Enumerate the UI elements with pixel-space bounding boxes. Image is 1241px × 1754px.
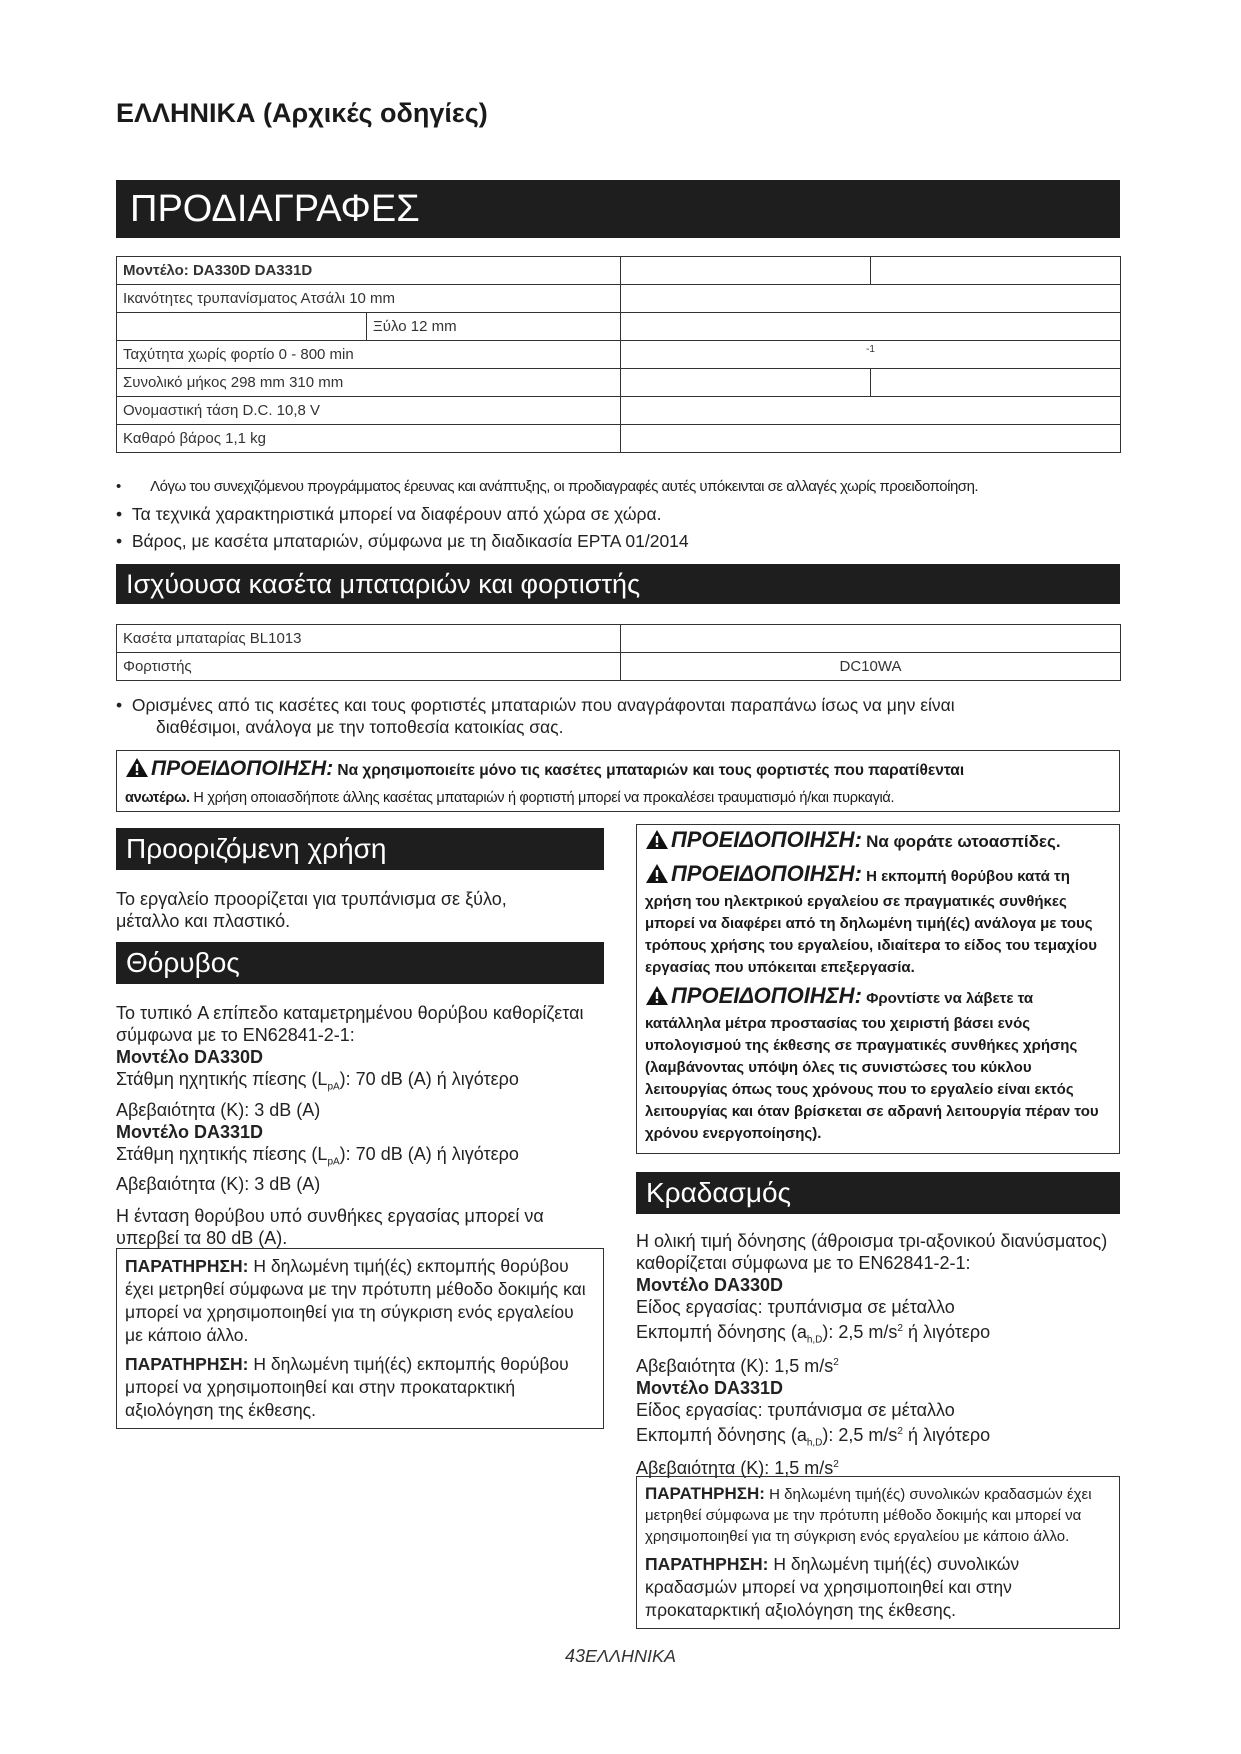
- spec-cell-empty: [871, 369, 1121, 397]
- list-item: • Ορισμένες από τις κασέτες και τους φορτιστές μπαταριών που αναγράφονται παραπάνω ίσως να μην είναι: [116, 695, 955, 715]
- table-row: [117, 425, 1121, 453]
- warning-operator-protection: ΠΡΟΕΙΔΟΠΟΙΗΣΗ: Φροντίστε να λάβετε τα κατάλληλα μέτρα προστασίας του χειριστή βάσει ενός υπολογισμού της έκθεσης σε πραγματικές συνθήκες χρήσης (λαμβάνοντας υπόψη όλες τις συνιστώσες του κύκλου λειτουργίας όπως τους χρόνους που το εργαλείο είναι εκτός λειτουργίας και όταν βρίσκεται σε αδρανή λειτουργία πέραν του χρόνου ενεργοποίησης).: [645, 983, 1099, 1142]
- vibration-notes-box: [636, 1476, 1120, 1629]
- noise-warnings-box: [636, 824, 1120, 1154]
- warning-ear-protection: ΠΡΟΕΙΔΟΠΟΙΗΣΗ: Να φοράτε ωτοασπίδες.: [645, 829, 1111, 857]
- spec-cell-empty: [621, 313, 1121, 341]
- intended-use-banner: Προοριζόμενη χρήση: [116, 828, 604, 870]
- noise-pressure-da330d: Στάθμη ηχητικής πίεσης $(L_{pA})$: 70 dB (A) ή λιγότερο: [116, 1069, 519, 1093]
- warning-triangle-icon: [125, 757, 149, 786]
- specs-notes-list: [116, 478, 1120, 558]
- noise-model-da331d: Μοντέλο DA331D: [116, 1121, 263, 1142]
- page-footer: 43ΕΛΛΗΝΙΚΑ: [564, 1646, 677, 1666]
- vibration-banner: Κραδασμός: [636, 1172, 1120, 1214]
- vibration-model-da330d: Μοντέλο DA330D: [636, 1275, 783, 1295]
- vibration-emission-da331d: Εκπομπή δόνησης $(a_{h,D})$: 2,5 $m/s^2$ ή λιγότερο: [636, 1424, 991, 1449]
- spec-weight-cell: Καθαρό βάρος 1,1 kg: [117, 425, 621, 453]
- charger-cell-label: Φορτιστής: [117, 653, 621, 681]
- spec-cell-empty: [621, 257, 871, 285]
- spec-speed-unit: -1: [621, 341, 1121, 369]
- warning-noise-emission: ΠΡΟΕΙΔΟΠΟΙΗΣΗ: Η εκπομπή θορύβου κατά τη χρήση του ηλεκτρικού εργαλείου σε πραγματικές συνθήκες μπορεί να διαφέρει από τη δηλωμένη τιμή(ές) ανάλογα με τους τρόπους χρήσης του εργαλείου, ιδιαίτερα το είδος του τεμαχίου εργασίας που υπόκειται επεξεργασία.: [645, 861, 1097, 976]
- warning-triangle-icon: [645, 829, 669, 857]
- noise-banner: Θόρυβος: [116, 942, 604, 984]
- spec-cell-empty: [621, 425, 1121, 453]
- spec-voltage-cell: Ονομαστική τάση D.C. 10,8 V: [117, 397, 621, 425]
- spec-cell-empty: [621, 369, 871, 397]
- table-row: [117, 653, 1121, 681]
- battery-table: [116, 624, 1121, 681]
- list-item: • Βάρος, με κασέτα μπαταριών, σύμφωνα με τη διαδικασία EPTA 01/2014: [116, 531, 689, 551]
- specs-banner: ΠΡΟΔΙΑΓΡΑΦΕΣ: [116, 180, 1120, 238]
- noise-note-2: ΠΑΡΑΤΗΡΗΣΗ: Η δηλωμένη τιμή(ές) εκπομπής θορύβου μπορεί να χρησιμοποιηθεί και στην προκαταρκτική αξιολόγηση της έκθεσης.: [125, 1354, 569, 1420]
- vibration-uncertainty-da331d: Αβεβαιότητα (K): 1,5 $m/s^2$: [636, 1458, 839, 1479]
- noise-pressure-da331d: Στάθμη ηχητικής πίεσης $(L_{pA})$: 70 dB (A) ή λιγότερο: [116, 1143, 519, 1168]
- vibration-mode-da331d: Είδος εργασίας: τρυπάνισμα σε μέταλλο: [636, 1399, 955, 1420]
- vibration-note-2: ΠΑΡΑΤΗΡΗΣΗ: Η δηλωμένη τιμή(ές) συνολικών κραδασμών μπορεί να χρησιμοποιηθεί και στην προκαταρκτική αξιολόγηση της έκθεσης.: [645, 1554, 1020, 1620]
- noise-model-da330d: Μοντέλο DA330D: [116, 1047, 263, 1067]
- battery-cell-value: [621, 625, 1121, 653]
- battery-warning-box: ΠΡΟΕΙΔΟΠΟΙΗΣΗ: Να χρησιμοποιείτε μόνο τις κασέτες μπαταριών και τους φορτιστές που παρατίθενται ανωτέρω. Η χρήση οποιασδήποτε άλλης κασέτας μπαταριών ή φορτιστή μπορεί να προκαλέσει τραυματισμό ή/και πυρκαγιά.: [116, 750, 1120, 812]
- table-row: [117, 313, 1121, 341]
- noise-uncertainty-da331d: Αβεβαιότητα (K): 3 dB (A): [116, 1174, 321, 1195]
- spec-cell-empty: [117, 313, 367, 341]
- warning-triangle-icon: [645, 863, 669, 891]
- table-row: [117, 257, 1121, 285]
- table-row: [117, 397, 1121, 425]
- vibration-uncertainty-da330d: Αβεβαιότητα (K): 1,5 $m/s^2$: [636, 1355, 839, 1376]
- warning-triangle-icon: [645, 985, 669, 1013]
- battery-banner: Ισχύουσα κασέτα μπαταριών και φορτιστής: [116, 564, 1120, 604]
- vibration-emission-da330d: Εκπομπή δόνησης $(a_{h,D})$: 2,5 $m/s^2$ ή λιγότερο: [636, 1322, 991, 1346]
- vibration-mode-da330d: Είδος εργασίας: τρυπάνισμα σε μέταλλο: [636, 1297, 955, 1317]
- spec-cell-empty: [871, 257, 1121, 285]
- table-row: [117, 369, 1121, 397]
- page-language-title: ΕΛΛΗΝΙΚΑ (Αρχικές οδηγίες): [116, 98, 488, 128]
- table-row: [117, 625, 1121, 653]
- list-item: • Λόγω του συνεχιζόμενου προγράμματος έρευνας και ανάπτυξης, οι προδιαγραφές αυτές υπόκεινται σε αλλαγές χωρίς προειδοποίηση.: [116, 478, 979, 495]
- vibration-note-1: ΠΑΡΑΤΗΡΗΣΗ: Η δηλωμένη τιμή(ές) συνολικών κραδασμών έχει μετρηθεί σύμφωνα με την πρότυπη μέθοδο δοκιμής και μπορεί να χρησιμοποιηθεί για τη σύγκριση ενός εργαλείου με κάποιο άλλο.: [645, 1484, 1092, 1545]
- battery-cell-label: Κασέτα μπαταρίας BL1013: [117, 625, 621, 653]
- noise-note-1: ΠΑΡΑΤΗΡΗΣΗ: Η δηλωμένη τιμή(ές) εκπομπής θορύβου έχει μετρηθεί σύμφωνα με την πρότυπη μέθοδο δοκιμής και μπορεί να χρησιμοποιηθεί για τη σύγκριση ενός εργαλείου με κάποιο άλλο.: [125, 1256, 586, 1345]
- battery-availability-note: [116, 694, 1120, 738]
- list-item: • Τα τεχνικά χαρακτηριστικά μπορεί να διαφέρουν από χώρα σε χώρα.: [116, 504, 662, 524]
- vibration-model-da331d: Μοντέλο DA331D: [636, 1377, 783, 1398]
- noise-notes-box: [116, 1248, 604, 1429]
- spec-capacity-cell: Ικανότητες τρυπανίσματος Ατσάλι 10 mm: [117, 285, 621, 313]
- noise-section: [116, 1002, 604, 1249]
- noise-exceed-text: Η ένταση θορύβου υπό συνθήκες εργασίας μπορεί να υπερβεί τα 80 dB (A).: [116, 1206, 544, 1249]
- spec-model-cell: Μοντέλο: DA330D DA331D: [117, 257, 621, 285]
- noise-uncertainty-da330d: Αβεβαιότητα (K): 3 dB (A): [116, 1099, 321, 1120]
- spec-length-cell: Συνολικό μήκος 298 mm 310 mm: [117, 369, 621, 397]
- vibration-intro: Η ολική τιμή δόνησης (άθροισμα τρι-αξονικού διανύσματος) καθορίζεται σύμφωνα με το EN62841-2-1:: [636, 1231, 1108, 1273]
- spec-wood-cell: Ξύλο 12 mm: [367, 313, 621, 341]
- list-item-continued: διαθέσιμοι, ανάλογα με την τοποθεσία κατοικίας σας.: [156, 717, 564, 737]
- spec-speed-cell: Ταχύτητα χωρίς φορτίο 0 - 800 min: [117, 341, 621, 369]
- specs-table: [116, 256, 1121, 453]
- vibration-section: [636, 1230, 1120, 1479]
- intended-use-text: Το εργαλείο προορίζεται για τρυπάνισμα σε ξύλο, μέταλλο και πλαστικό.: [116, 889, 507, 931]
- spec-cell-empty: [621, 397, 1121, 425]
- table-row: [117, 341, 1121, 369]
- charger-cell-value: DC10WA: [621, 653, 1121, 681]
- spec-cell-empty: [621, 285, 1121, 313]
- table-row: [117, 285, 1121, 313]
- noise-intro: Το τυπικό A επίπεδο καταμετρημένου θορύβου καθορίζεται σύμφωνα με το EN62841-2-1:: [116, 1003, 584, 1045]
